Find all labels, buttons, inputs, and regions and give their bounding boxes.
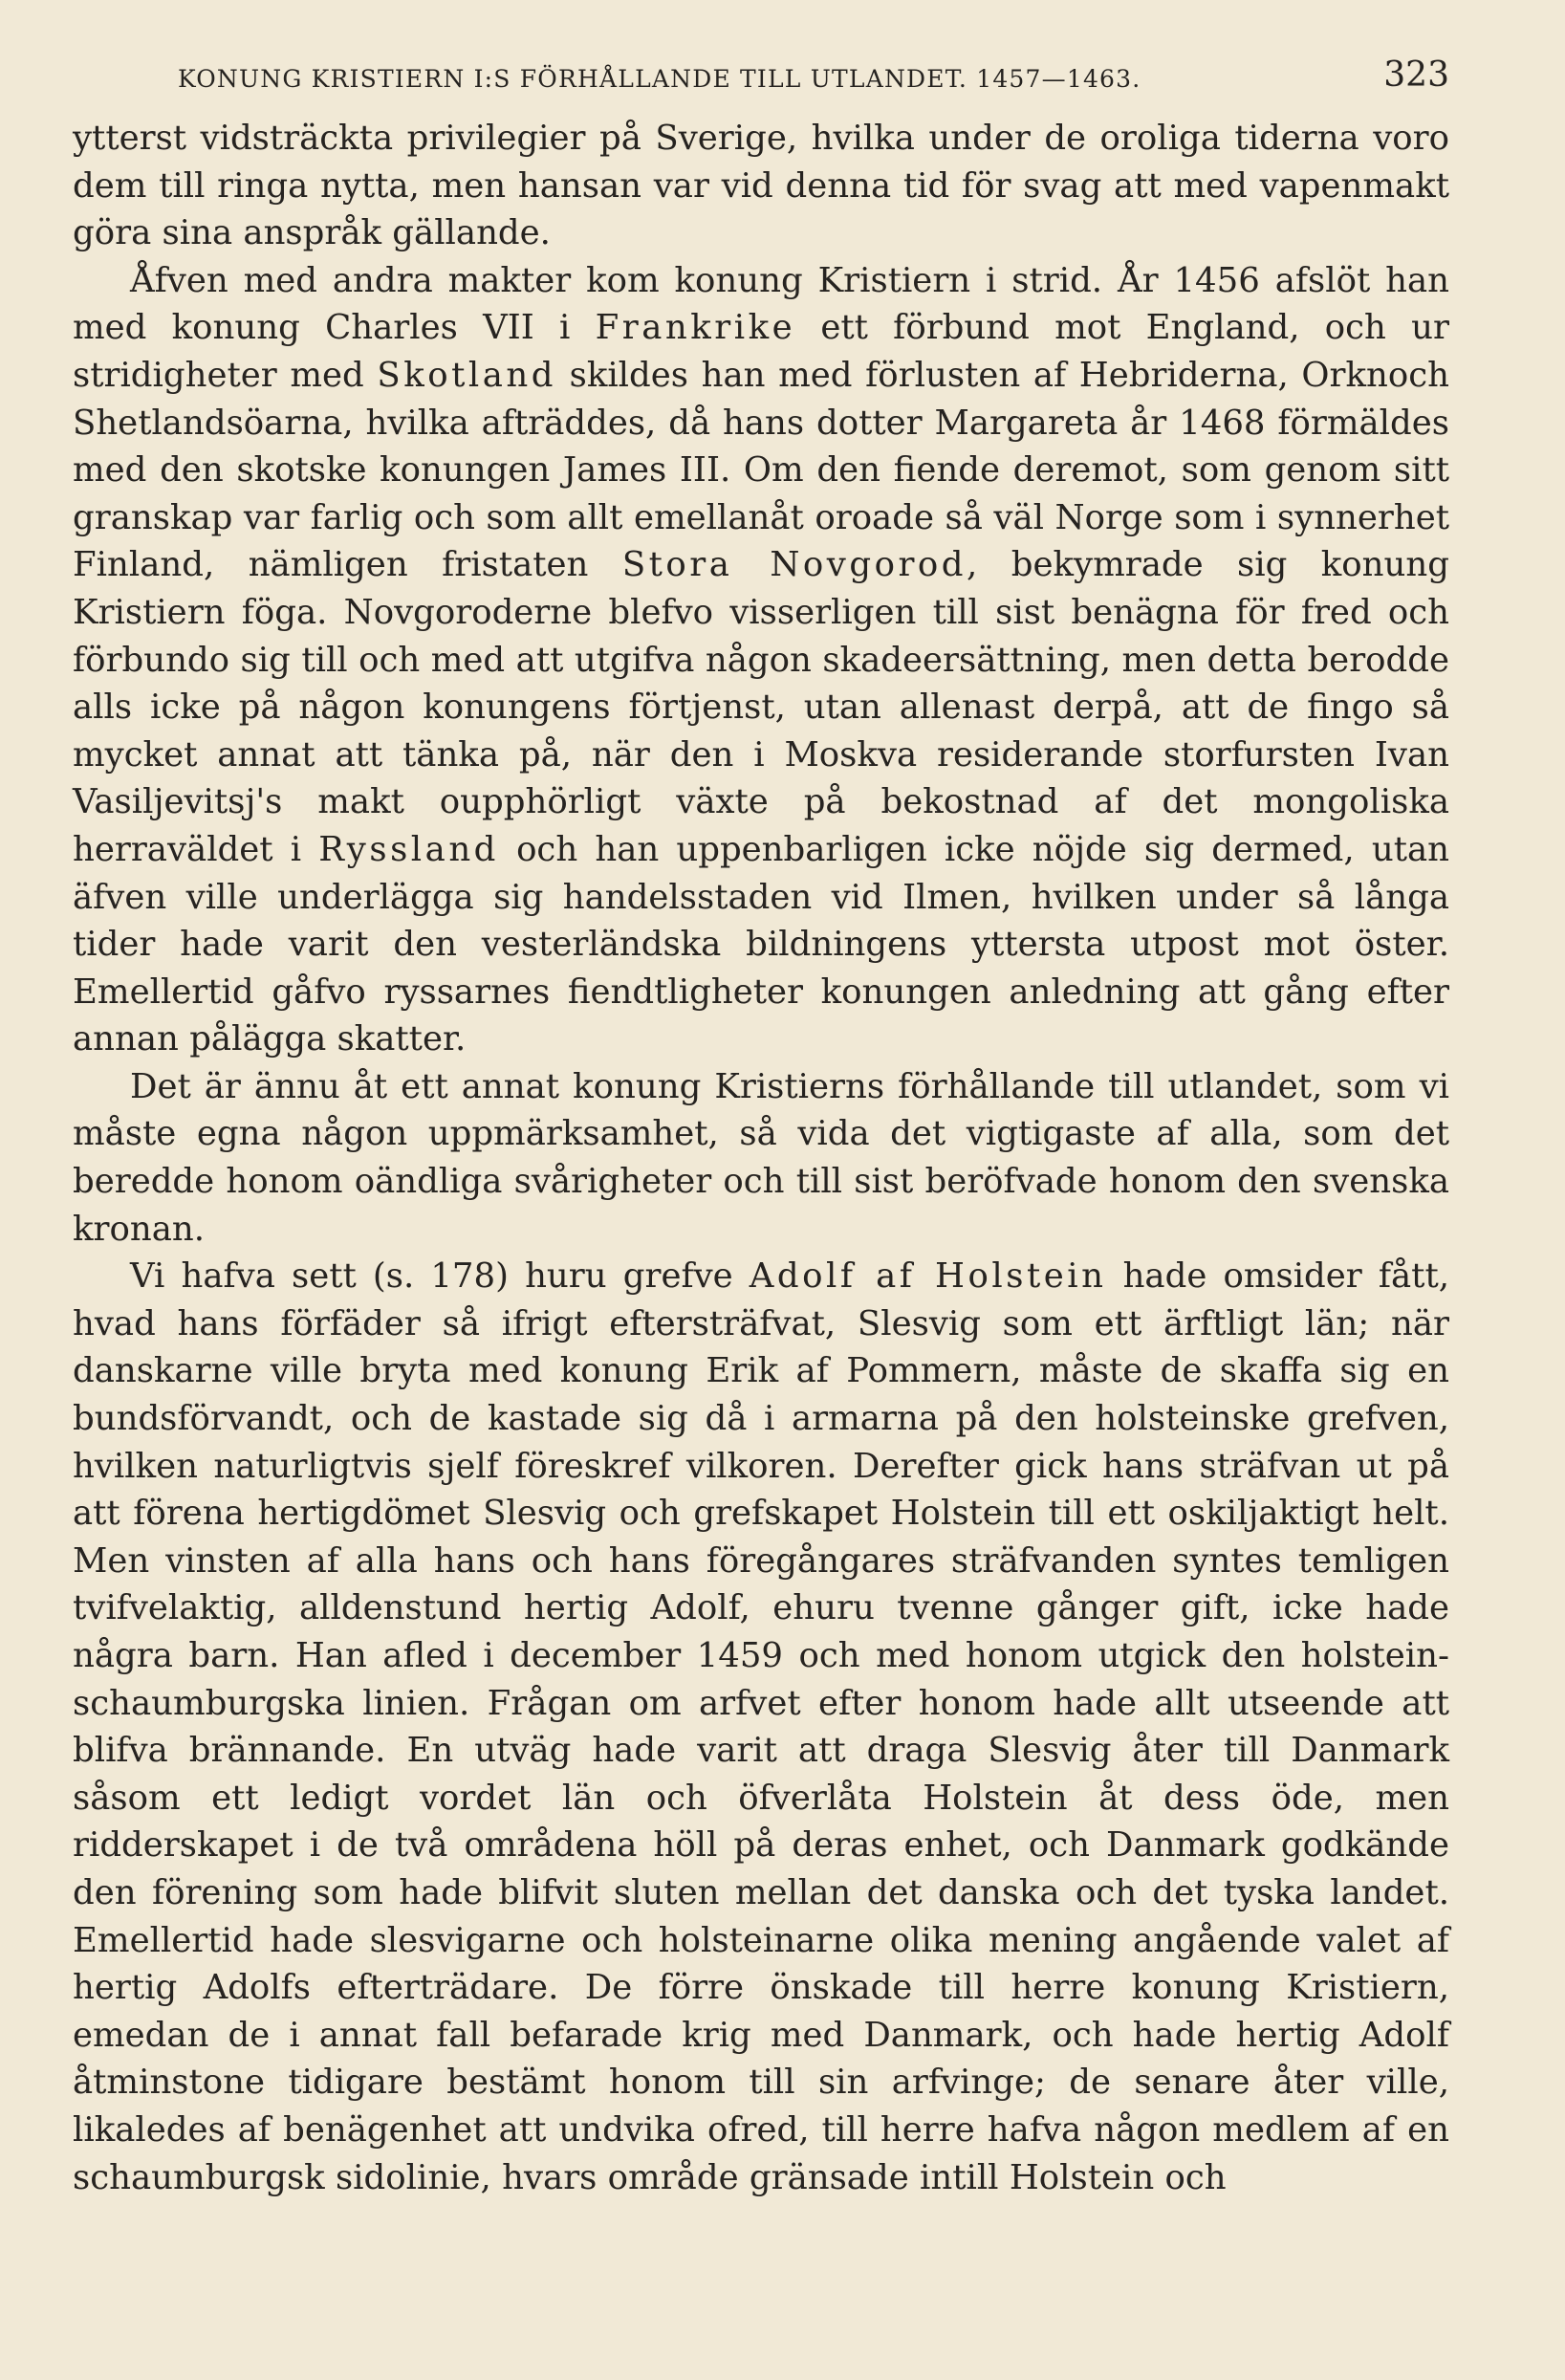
paragraph-4-text-1: Vi hafva sett (s. 178) huru grefve bbox=[130, 1256, 750, 1297]
paragraph-2-text-4: , bekymrade sig konung Kristiern föga. Novgoroderne blefvo visserligen till sist benägna för fred och förbundo sig till och med att utgifva någon skadeersättning, men detta berodde alls icke på någon konungens förtjenst, utan allenast derpå, att de fingo så mycket annat att tänka på, när den i Moskva residerande storfursten Ivan Vasiljevitsj's makt oupphörligt växte på bekostnad af det mongoliska herraväldet i bbox=[73, 545, 1449, 869]
paragraph-4-text-2: hade omsider fått, hvad hans förfäder så ifrigt eftersträfvat, Slesvig som ett ärftligt län; när danskarne ville bryta med konung Erik af Pommern, måste de skaffa sig en bundsförvandt, och de kastade sig då i armarna på den holsteinske grefven, hvilken naturligtvis sjelf föreskref vilkoren. Derefter gick hans sträfvan ut på att förena hertigdömet Slesvig och grefskapet Holstein till ett oskiljaktigt helt. Men vinsten af alla hans och hans föregångares sträfvanden syntes temligen tvifvelaktig, alldenstund hertig Adolf, ehuru tvenne gånger gift, icke hade några barn. Han afled i december 1459 och med honom utgick den holstein-schaumburgska linien. Frågan om arfvet efter honom hade allt utseende att blifva brännande. En utväg hade varit att draga Slesvig åter till Danmark såsom ett ledigt vordet län och öfverlåta Holstein åt dess öde, men ridderskapet i de två områdena höll på deras enhet, och Danmark godkände den förening som hade blifvit sluten mellan det danska och det tyska landet. Emellertid hade slesvigarne och holsteinarne olika mening angående valet af hertig Adolfs efterträdare. De förre önskade till herre konung Kristiern, emedan de i annat fall befarade krig med Danmark, och hade hertig Adolf åtminstone tidigare bestämt honom till sin arfvinge; de senare åter ville, likaledes af benägenhet att undvika ofred, till herre hafva någon medlem af en schaumburgsk sidolinie, hvars område gränsade intill Holstein och bbox=[73, 1256, 1450, 2197]
place-name-frankrike: Frankrike bbox=[595, 308, 796, 348]
place-name-stora-novgorod: Stora Novgorod bbox=[621, 545, 967, 585]
page-header bbox=[73, 55, 1449, 101]
running-head: KONUNG KRISTIERN I:S FÖRHÅLLANDE TILL UTLANDET. 1457—1463. bbox=[178, 65, 1141, 93]
paragraph-3-text: Det är ännu åt ett annat konung Kristierns förhållande till utlandet, som vi måste egna någon uppmärksamhet, så vida det vigtigaste af alla, som det beredde honom oändliga svårigheter och till sist beröfvade honom den svenska kronan. bbox=[73, 1066, 1449, 1249]
paragraph-1-text: ytterst vidsträckta privilegier på Sverige, hvilka under de oroliga tiderna voro dem till ringa nytta, men hansan var vid denna tid för svag att med vapenmakt göra sina anspråk gällande. bbox=[73, 119, 1449, 253]
body-text bbox=[73, 115, 1449, 2201]
place-name-ryssland: Ryssland bbox=[318, 829, 499, 869]
book-page bbox=[73, 55, 1449, 2201]
paragraph-2-text-2: ett förbund mot England, och ur stridigheter med bbox=[73, 308, 1449, 395]
paragraph-4 bbox=[73, 1253, 1449, 2201]
page-number: 323 bbox=[1383, 55, 1449, 95]
place-name-skotland: Skotland bbox=[377, 355, 556, 395]
paragraph-1 bbox=[73, 115, 1449, 257]
paragraph-2-text-3: skildes han med förlusten af Hebriderna, Orknoch Shetlandsöarna, hvilka afträddes, då hans dotter Margareta år 1468 förmäldes med den skotske konungen James III. Om den fiende deremot, som genom sitt granskap var farlig och som allt emellanåt oroade så väl Norge som i synnerhet Finland, nämligen fristaten bbox=[73, 355, 1449, 585]
paragraph-2 bbox=[73, 257, 1449, 1063]
paragraph-3 bbox=[73, 1063, 1449, 1253]
paragraph-2-text-1: Åfven med andra makter kom konung Kristiern i strid. År 1456 afslöt han med konung Charles VII i bbox=[73, 260, 1449, 348]
paragraph-2-text-5: och han uppenbarligen icke nöjde sig dermed, utan äfven ville underlägga sig handelsstaden vid Ilmen, hvilken under så långa tider hade varit den vesterländska bildningens yttersta utpost mot öster. Emellertid gåfvo ryssarnes fiendtligheter konungen anledning att gång efter annan pålägga skatter. bbox=[73, 829, 1449, 1059]
person-name-adolf-af-holstein: Adolf af Holstein bbox=[749, 1256, 1107, 1297]
